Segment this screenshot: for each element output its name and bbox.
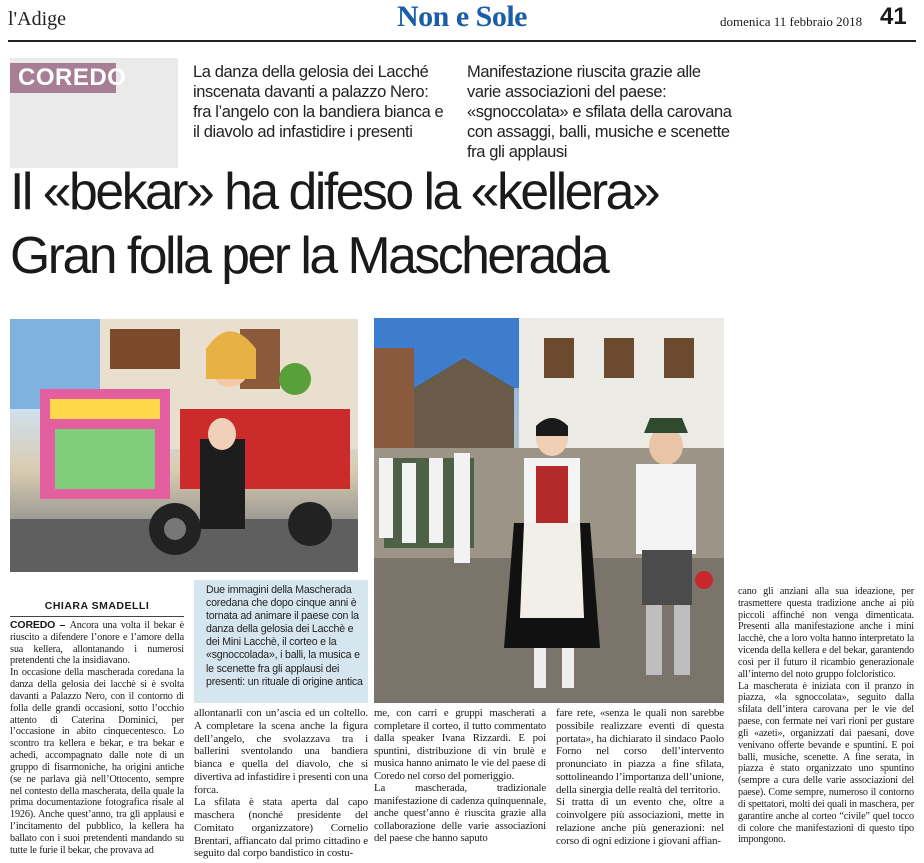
paragraph: Ancora una volta il bekar è riuscito a difendere l’onore e l’amore della sua kellera, allontanando i numerosi pretendenti che la insidiavano. [10, 620, 184, 667]
paragraph: La sfilata è stata aperta dal capo maschera (nonché presidente del Comitato organizzatore) Cornelio Brentari, affiancato dal primo cittadino e seguito dal corpo bandistico in costu- [194, 796, 368, 860]
newspaper-logo: l'Adige [8, 8, 67, 30]
dateline: COREDO – [10, 619, 70, 631]
photo-costumed-couple [374, 318, 724, 703]
deck-left: La danza della gelosia dei Lacché inscenata davanti a palazzo Nero: fra l’angelo con la bandiera bianca e il diavolo ad infastidire i presenti [193, 63, 444, 141]
byline: CHIARA SMADELLI [44, 600, 150, 612]
location-tag: COREDO [10, 63, 116, 93]
byline-rule [10, 616, 184, 617]
headline-line-2: Gran folla per la Mascherada [10, 227, 608, 285]
paragraph: cano gli anziani alla sua ideazione, per trasmettere questa tradizione anche ai più piccoli affinché non venga dimenticata. Presenti alla manifestazione anche i mini lacchè, che a loro volta hanno interpretato la vicenda della kellera e del bekar, garantendo così per il futuro il ricambio generazionale all’interno del noto gruppo folcloristico. [738, 586, 914, 680]
masthead-rule [8, 40, 916, 42]
body-column-5 [738, 586, 914, 846]
body-column-2 [194, 707, 368, 860]
paragraph: me, con carri e gruppi mascherati a completare il corteo, il tutto commentato dalla speaker Ivana Rizzardi. E poi spuntini, distribuzione di vin brulè e musica hanno animato le vie del paese di Coredo nel corso del pomeriggio. [374, 707, 546, 782]
photo-parade-float [10, 319, 358, 572]
float-illustration [10, 319, 358, 572]
body-column-3 [374, 707, 546, 845]
photo-caption: Due immagini della Mascherada coredana che dopo cinque anni è tornata ad animare il paese con la danza della gelosia dei Lacchè e dei Mini Lacchè, il corteo e la «sgnoccolada», i balli, la musica e le scenette fra gli applausi dei presenti: un rituale di origine antica [206, 584, 363, 688]
paragraph: In occasione della mascherada coredana la danza della gelosia dei lacchè si è svolta davanti a Palazzo Nero, con il contorno di folla delle grandi occasioni, sotto l’occhio attento di Caterina Dominici, per l’occasione in abito cinquecentesco. Lo scontro tra kellera e bekar, e tra bekar e achedi, accompagnato dalle note di un gruppo di fisarmoniche, ha origini antiche (se ne parlava già nell’Ottocento, sempre nel contesto della mascherata, della quale la prima documentazione fotografica risale al 1926). Anche quest’anno, tra gli applausi e l’incitamento del pubblico, la kellera ha ballato con i suoi pretendenti mandando su tutte le furie il bekar, che provava ad [10, 667, 184, 856]
section-title: Non e Sole [397, 0, 527, 33]
issue-date: domenica 11 febbraio 2018 [720, 14, 863, 29]
headline-line-1: Il «bekar» ha difeso la «kellera» [10, 163, 659, 221]
couple-illustration [374, 318, 724, 703]
paragraph: fare rete, «senza le quali non sarebbe possibile realizzare eventi di questa portata», ha dichiarato il sindaco Paolo Forno nel corso dell’intervento pronunciato in piazza a fine sfilata, sottolineando l’importanza dell’unione, della sinergia delle realtà del territorio. [556, 707, 724, 796]
paragraph: allontanarli con un’ascia ed un coltello. A completare la scena anche la figura dell’angelo, che svolazzava tra i ballerini sventolando una bandiera bianca e quella del diavolo, che si divertiva ad infastidire i presenti con una forca. [194, 707, 368, 796]
page-number: 41 [880, 3, 907, 30]
paragraph: Si tratta di un evento che, oltre a coinvolgere più associazioni, mette in relazione anche più generazioni: nel corso di ogni edizione i giovani affian- [556, 796, 724, 847]
paragraph: La mascherada, tradizionale manifestazione di cadenza quinquennale, anche quest’anno è riuscita grazie alla collaborazione delle varie associazioni del paese che hanno saputo [374, 782, 546, 845]
paragraph: La mascherata è iniziata con il pranzo in piazza, «la sgnoccolata», seguito dalla sfilata dell’intera carovana per le vie del paese, con fermate nei vari rioni per gustare gli «azeti», organizzati dai paesani, dove venivano offerte bevande e spuntini. E poi balli, musiche, scenette. A fine serata, in piazza è stato organizzato uno spuntino (sempre a cura delle varie associazioni del paese). Come sempre, numeroso il contorno di spettatori, molti dei quali in maschera, per garantire anche al corteo “civile” quel tocco di colore che manifestazioni di questo tipo impongono. [738, 680, 914, 846]
body-column-1 [10, 620, 184, 857]
body-column-4 [556, 707, 724, 847]
deck-right: Manifestazione riuscita grazie alle varie associazioni del paese: «sgnoccolata» e sfilata della carovana con assaggi, balli, musiche e scenette fra gli applausi [467, 63, 732, 161]
